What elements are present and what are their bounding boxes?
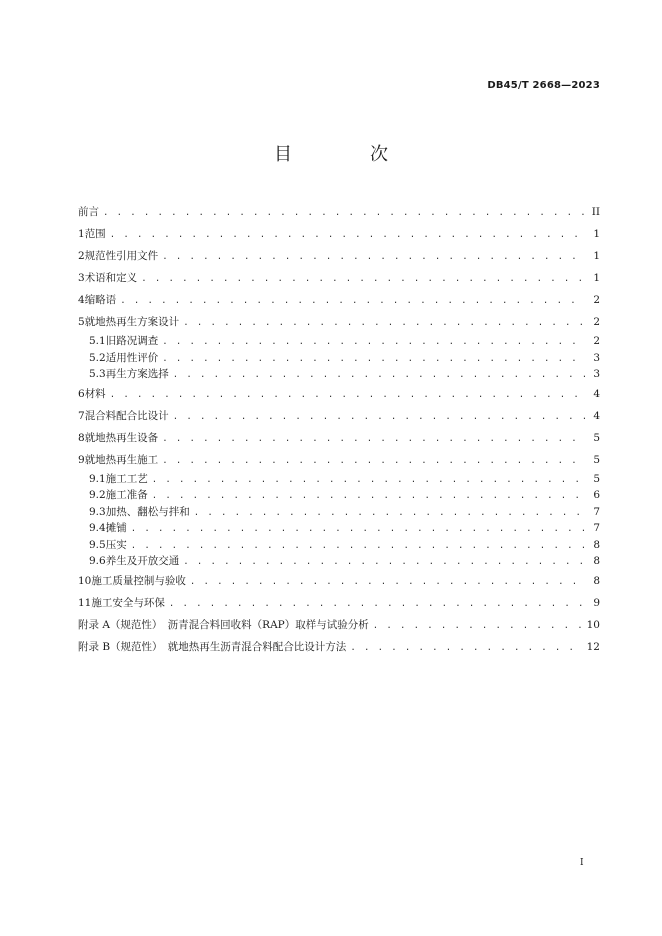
toc-entry-page: II bbox=[591, 206, 600, 218]
toc-entry-number: 9.1 bbox=[89, 472, 106, 485]
toc-leader-dots bbox=[162, 428, 586, 450]
toc-leader-dots bbox=[162, 334, 586, 351]
toc-leader-dots bbox=[173, 406, 586, 428]
toc-leader-dots bbox=[162, 246, 586, 268]
footer-page-number: I bbox=[580, 858, 584, 868]
toc-leader-dots bbox=[120, 290, 586, 312]
toc-entry-label: 就地热再生设备 bbox=[84, 431, 159, 444]
toc-entry-page: 4 bbox=[593, 387, 600, 400]
toc-entry-label: 前言 bbox=[78, 206, 99, 218]
toc-entry-page: 8 bbox=[593, 538, 600, 551]
toc-leader-dots bbox=[190, 571, 586, 593]
toc-entry-number: 4 bbox=[78, 294, 85, 306]
toc-entry-number: 5.2 bbox=[89, 351, 106, 364]
toc-entry[interactable] bbox=[78, 333, 600, 350]
toc-entry-number: 5 bbox=[78, 316, 85, 328]
toc-leader-dots bbox=[169, 593, 586, 615]
toc-leader-dots bbox=[162, 351, 586, 368]
toc-leader-dots bbox=[110, 224, 586, 246]
toc-entry-label: 加热、翻松与拌和 bbox=[105, 505, 190, 518]
toc-entry-page: 5 bbox=[593, 472, 600, 485]
toc-entry-number: 11 bbox=[78, 596, 92, 609]
toc-entry-page: 12 bbox=[586, 640, 600, 653]
toc-entry-number: 3 bbox=[78, 272, 85, 284]
toc-entry[interactable] bbox=[78, 311, 600, 333]
toc-entry-label: 摊铺 bbox=[105, 522, 127, 534]
toc-entry-number: 2 bbox=[78, 250, 85, 262]
toc-entry-label: 就地热再生方案设计 bbox=[84, 316, 180, 328]
toc-entry-label: 施工安全与环保 bbox=[91, 596, 165, 609]
document-code: DB45/T 2668—2023 bbox=[487, 80, 600, 91]
toc-entry-label: 材料 bbox=[84, 387, 106, 400]
toc-entry-number: 9.2 bbox=[89, 489, 106, 501]
toc-entry-page: 8 bbox=[593, 555, 600, 567]
toc-entry[interactable] bbox=[78, 405, 600, 427]
toc-entry-page: 6 bbox=[593, 489, 600, 501]
toc-entry[interactable] bbox=[78, 471, 600, 488]
toc-entry-page: 1 bbox=[593, 250, 600, 262]
toc-entry-number: 5.3 bbox=[89, 368, 106, 380]
toc-entry[interactable] bbox=[78, 487, 600, 504]
toc-title: 目 次 bbox=[274, 144, 418, 165]
toc-entry[interactable] bbox=[78, 245, 600, 267]
toc-entry-page: 7 bbox=[593, 505, 600, 518]
toc-entry-label: 适用性评价 bbox=[105, 351, 159, 364]
toc-entry[interactable] bbox=[78, 366, 600, 383]
toc-leader-dots bbox=[194, 505, 586, 522]
toc-leader-dots bbox=[183, 554, 586, 571]
toc-leader-dots bbox=[141, 268, 586, 290]
toc-entry-label: 范围 bbox=[84, 228, 106, 240]
toc-entry[interactable] bbox=[78, 267, 600, 289]
toc-entry-page: 3 bbox=[593, 351, 600, 364]
toc-entry[interactable] bbox=[78, 427, 600, 449]
toc-entry-label: 养生及开放交通 bbox=[105, 555, 180, 567]
toc-leader-dots bbox=[152, 472, 586, 489]
toc-entry-label: 术语和定义 bbox=[84, 272, 138, 284]
toc-leader-dots bbox=[162, 450, 586, 472]
toc-entry-label: 压实 bbox=[105, 538, 127, 551]
toc-leader-dots bbox=[103, 202, 586, 224]
toc-entry[interactable] bbox=[78, 449, 600, 471]
toc-entry-label: 施工准备 bbox=[105, 489, 148, 501]
toc-leader-dots bbox=[183, 312, 586, 334]
toc-entry-page: 7 bbox=[593, 522, 600, 534]
toc-entry-number: 9.5 bbox=[89, 538, 106, 551]
toc-entry[interactable] bbox=[78, 636, 600, 658]
toc-leader-dots bbox=[131, 538, 586, 555]
toc-entry-label: 施工工艺 bbox=[105, 472, 148, 485]
toc-entry[interactable] bbox=[78, 570, 600, 592]
toc-entry-label: 施工质量控制与验收 bbox=[91, 574, 186, 587]
toc-entry-page: 5 bbox=[593, 431, 600, 444]
toc-entry-page: 4 bbox=[593, 409, 600, 422]
toc-entry-number: 1 bbox=[78, 228, 85, 240]
toc-entry-page: 9 bbox=[593, 596, 600, 609]
toc-entry-number: 9.3 bbox=[89, 505, 106, 518]
toc-entry-label: 缩略语 bbox=[84, 294, 117, 306]
toc-leader-dots bbox=[173, 367, 586, 384]
toc-entry[interactable] bbox=[78, 289, 600, 311]
toc-leader-dots bbox=[152, 488, 586, 505]
toc-entry[interactable] bbox=[78, 537, 600, 554]
toc-entry-page: 2 bbox=[593, 316, 600, 328]
toc-entry-number: 6 bbox=[78, 387, 85, 400]
toc-entry[interactable] bbox=[78, 223, 600, 245]
toc-entry-label: 再生方案选择 bbox=[105, 368, 169, 380]
toc-entry-page: 2 bbox=[593, 335, 600, 347]
toc-leader-dots bbox=[373, 615, 583, 637]
toc-entry[interactable] bbox=[78, 383, 600, 405]
table-of-contents bbox=[78, 201, 600, 658]
toc-entry-page: 1 bbox=[593, 272, 600, 284]
toc-entry-number: 10 bbox=[78, 574, 92, 587]
toc-entry-number: 9.6 bbox=[89, 555, 106, 567]
toc-entry[interactable] bbox=[78, 553, 600, 570]
toc-entry-number: 9.4 bbox=[89, 522, 106, 534]
toc-leader-dots bbox=[110, 384, 586, 406]
toc-entry-label: 旧路况调查 bbox=[105, 335, 159, 347]
toc-entry[interactable] bbox=[78, 520, 600, 537]
toc-entry-page: 1 bbox=[593, 228, 600, 240]
toc-entry[interactable] bbox=[78, 201, 600, 223]
toc-entry-label: 规范性引用文件 bbox=[84, 250, 159, 262]
toc-entry-number: 8 bbox=[78, 431, 85, 444]
toc-entry-number: 7 bbox=[78, 409, 85, 422]
toc-entry-page: 2 bbox=[593, 294, 600, 306]
toc-entry[interactable] bbox=[78, 350, 600, 367]
toc-entry[interactable] bbox=[78, 504, 600, 521]
toc-entry-label: 附录 A（规范性） 沥青混合料回收料（RAP）取样与试验分析 bbox=[78, 618, 369, 631]
toc-leader-dots bbox=[131, 521, 586, 538]
toc-entry-label: 就地热再生施工 bbox=[84, 453, 159, 466]
toc-entry-number: 9 bbox=[78, 453, 85, 466]
toc-entry-page: 3 bbox=[593, 368, 600, 380]
toc-entry-page: 10 bbox=[586, 618, 600, 631]
toc-entry-page: 5 bbox=[593, 453, 600, 466]
toc-entry-number: 5.1 bbox=[89, 335, 106, 347]
toc-entry[interactable] bbox=[78, 614, 600, 636]
toc-leader-dots bbox=[350, 637, 582, 659]
toc-entry-page: 8 bbox=[593, 574, 600, 587]
toc-entry-label: 附录 B（规范性） 就地热再生沥青混合料配合比设计方法 bbox=[78, 640, 347, 653]
toc-entry-label: 混合料配合比设计 bbox=[84, 409, 169, 422]
toc-entry[interactable] bbox=[78, 592, 600, 614]
